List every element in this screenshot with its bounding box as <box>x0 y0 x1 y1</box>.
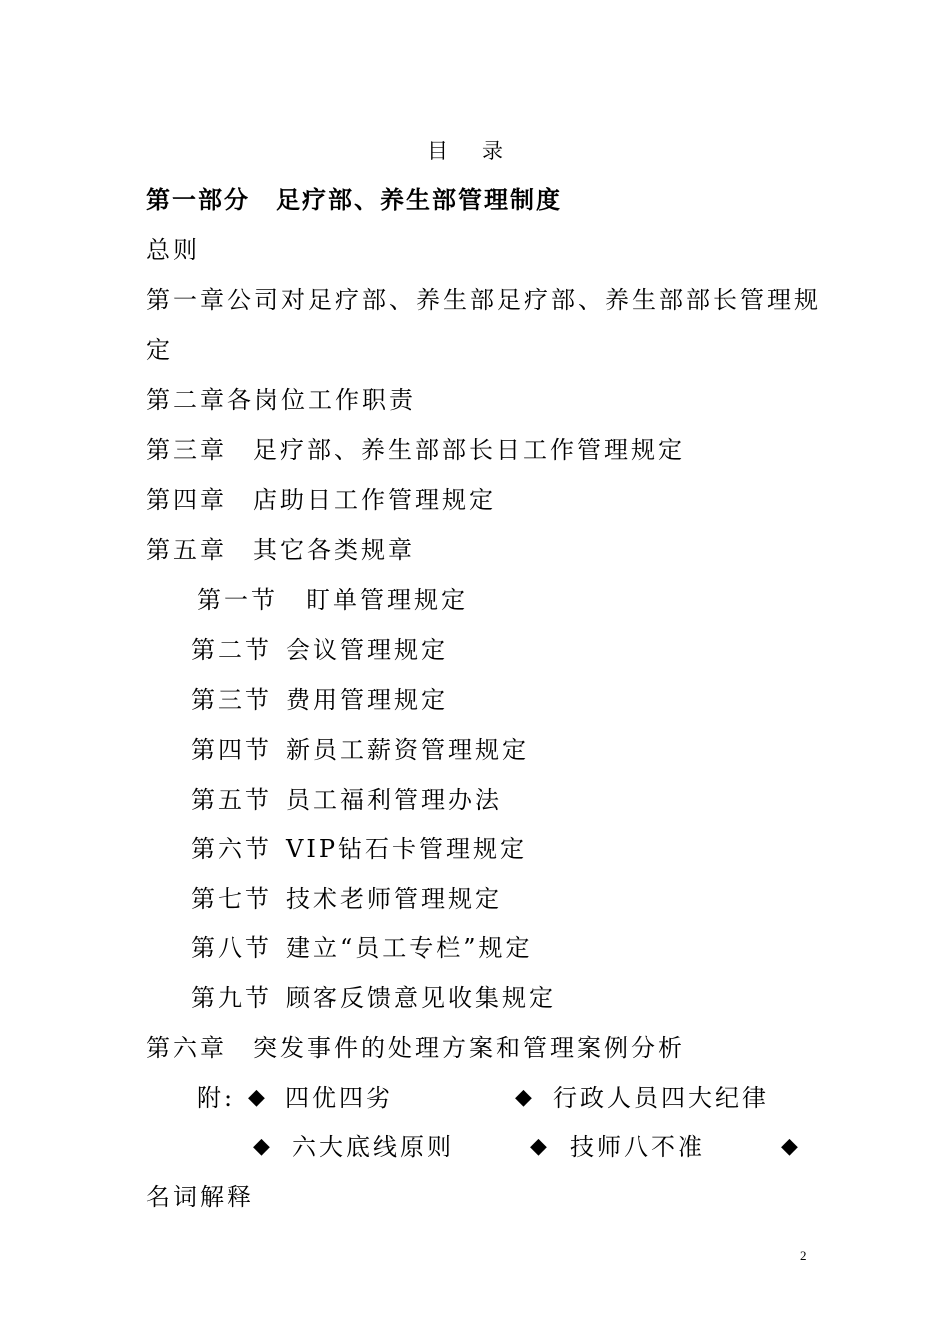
part-name: 足疗部、养生部管理制度 <box>276 185 562 214</box>
section-title: 顾客反馈意见收集规定 <box>286 984 556 1012</box>
section-title: 费用管理规定 <box>286 686 448 714</box>
section-label: 第八节 <box>191 934 272 962</box>
diamond-bullet-icon: ◆ <box>253 1134 270 1159</box>
section-label: 第五节 <box>191 786 272 814</box>
section-label: 第四节 <box>191 736 272 764</box>
chapter6-title: 突发事件的处理方案和管理案例分析 <box>253 1034 685 1062</box>
appendix-item-1: 四优四劣 <box>285 1084 393 1112</box>
toc-entry-glossary: 名词解释 <box>146 1183 254 1211</box>
toc-entry-chapter2: 第二章各岗位工作职责 <box>146 386 416 414</box>
toc-entry-chapter1-line1: 第一章公司对足疗部、养生部足疗部、养生部部长管理规 <box>146 286 821 314</box>
diamond-bullet-icon: ◆ <box>530 1134 547 1159</box>
toc-entry-chapter5 <box>146 535 415 565</box>
section-title: 新员工薪资管理规定 <box>286 736 529 764</box>
chapter5-label: 第五章 <box>146 536 227 564</box>
toc-entry-section-3 <box>191 685 448 715</box>
toc-entry-section-5 <box>191 785 502 815</box>
chapter5-title: 其它各类规章 <box>253 536 415 564</box>
section-title: VIP钻石卡管理规定 <box>286 835 527 863</box>
section-label: 第三节 <box>191 686 272 714</box>
chapter4-title: 店助日工作管理规定 <box>253 486 496 514</box>
section-title: 盯单管理规定 <box>306 586 468 614</box>
part-heading <box>146 185 562 215</box>
toc-entry-section-2 <box>191 635 448 665</box>
toc-entry-section-6 <box>191 834 527 864</box>
toc-entry-section-4 <box>191 735 529 765</box>
chapter6-label: 第六章 <box>146 1034 227 1062</box>
section-label: 第九节 <box>191 984 272 1012</box>
page-number: 2 <box>800 1248 807 1263</box>
chapter4-label: 第四章 <box>146 486 227 514</box>
toc-title-left: 目 <box>427 139 448 163</box>
section-title: 建立“员工专栏”规定 <box>286 934 533 962</box>
toc-title <box>427 136 503 166</box>
toc-entry-chapter6 <box>146 1033 685 1063</box>
appendix-item-4: 技师八不准 <box>570 1133 705 1161</box>
section-title: 技术老师管理规定 <box>286 885 502 913</box>
section-label: 第六节 <box>191 835 272 863</box>
part-label: 第一部分 <box>146 185 250 214</box>
diamond-bullet-icon: ◆ <box>781 1134 798 1159</box>
toc-entry-chapter1-line2: 定 <box>146 336 173 364</box>
toc-entry-chapter4 <box>146 485 496 515</box>
chapter3-title: 足疗部、养生部部长日工作管理规定 <box>253 436 685 464</box>
toc-entry-section-7 <box>191 884 502 914</box>
toc-entry-section-8 <box>191 933 533 963</box>
diamond-bullet-icon: ◆ <box>515 1085 532 1110</box>
chapter3-label: 第三章 <box>146 436 227 464</box>
toc-entry-general: 总则 <box>146 236 200 264</box>
appendix-item-2: 行政人员四大纪律 <box>553 1084 769 1112</box>
toc-entry-section-9 <box>191 983 556 1013</box>
toc-entry-chapter3 <box>146 435 685 465</box>
appendix-item-3: 六大底线原则 <box>292 1133 454 1161</box>
appendix-label: 附: <box>197 1084 236 1112</box>
section-label: 第二节 <box>191 636 272 664</box>
section-label: 第七节 <box>191 885 272 913</box>
toc-entry-section-1 <box>197 585 468 615</box>
toc-title-right: 录 <box>482 139 503 163</box>
section-label: 第一节 <box>197 586 278 614</box>
section-title: 员工福利管理办法 <box>286 786 502 814</box>
section-title: 会议管理规定 <box>286 636 448 664</box>
diamond-bullet-icon: ◆ <box>248 1085 265 1110</box>
